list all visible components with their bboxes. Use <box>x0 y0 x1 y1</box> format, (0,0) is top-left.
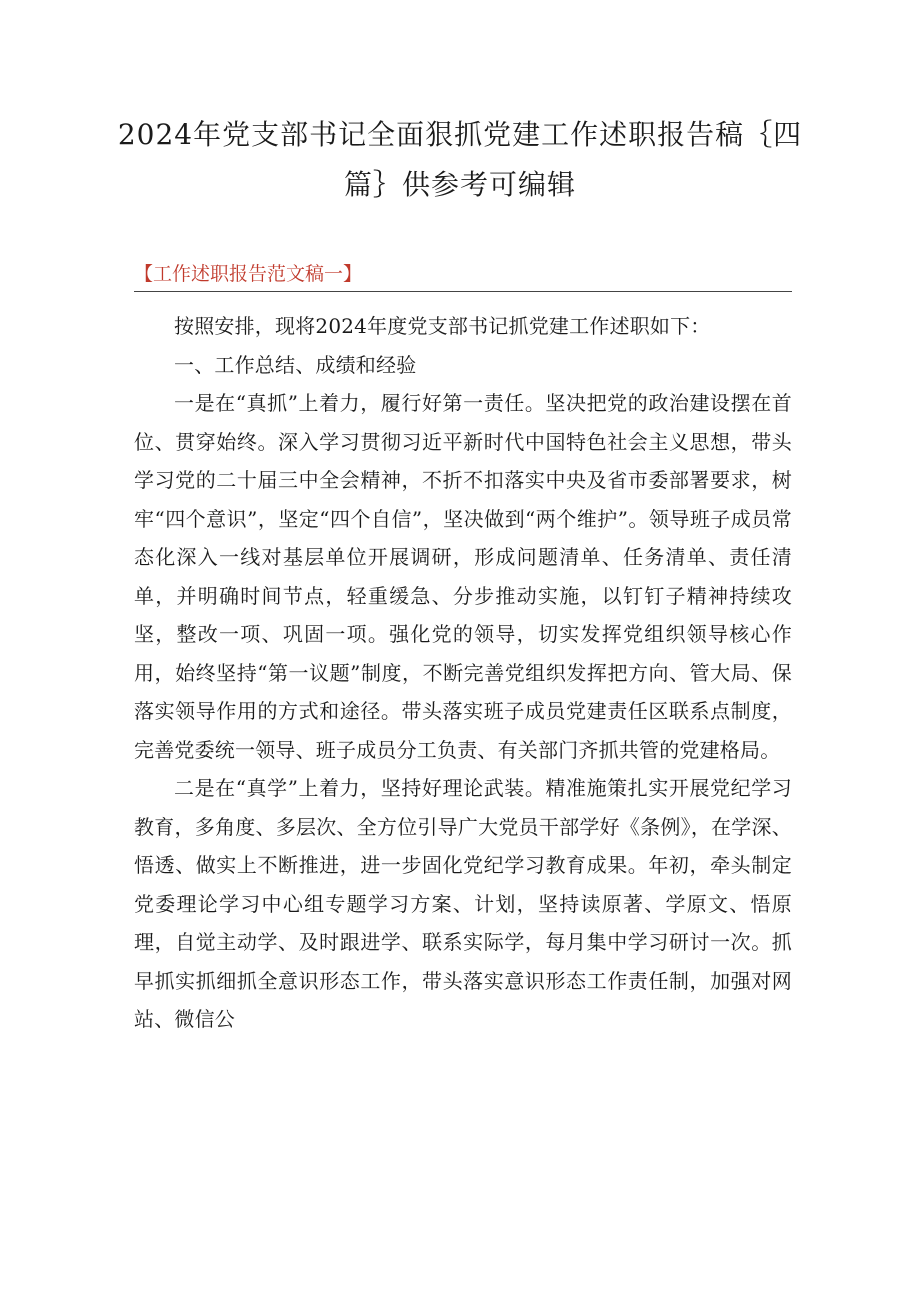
body-paragraph: 一是在“真抓”上着力，履行好第一责任。坚决把党的政治建设摆在首位、贯穿始终。深入学习贯彻习近平新时代中国特色社会主义思想，带头学习党的二十届三中全会精神，不折不扣落实中央及省市委部署要求，树牢“四个意识”，坚定“四个自信”，坚决做到“两个维护”。领导班子成员常态化深入一线对基层单位开展调研，形成问题清单、任务清单、责任清单，并明确时间节点，轻重缓急、分步推动实施，以钉钉子精神持续攻坚，整改一项、巩固一项。强化党的领导，切实发挥党组织领导核心作用，始终坚持“第一议题”制度，不断完善党组织发挥把方向、管大局、保落实领导作用的方式和途径。带头落实班子成员党建责任区联系点制度，完善党委统一领导、班子成员分工负责、有关部门齐抓共管的党建格局。 <box>134 391 792 762</box>
body-paragraph: 二是在“真学”上着力，坚持好理论武装。精准施策扎实开展党纪学习教育，多角度、多层次、全方位引导广大党员干部学好《条例》，在学深、悟透、做实上不断推进，进一步固化党纪学习教育成果。年初，牵头制定党委理论学习中心组专题学习方案、计划，坚持读原著、学原文、悟原理，自觉主动学、及时跟进学、联系实际学，每月集中学习研讨一次。抓早抓实抓细抓全意识形态工作，带头落实意识形态工作责任制，加强对网站、微信公 <box>134 776 792 1031</box>
document-title: 2024年党支部书记全面狠抓党建工作述职报告稿｛四篇｝供参考可编辑 <box>117 118 803 201</box>
intro-paragraph: 按照安排，现将2024年度党支部书记抓党建工作述职如下： <box>174 314 711 338</box>
section-heading: 【工作述职报告范文稿一】 <box>134 263 363 285</box>
document-body <box>134 307 792 1039</box>
section-divider <box>134 291 792 292</box>
subheading-paragraph: 一、工作总结、成绩和经验 <box>174 352 417 377</box>
